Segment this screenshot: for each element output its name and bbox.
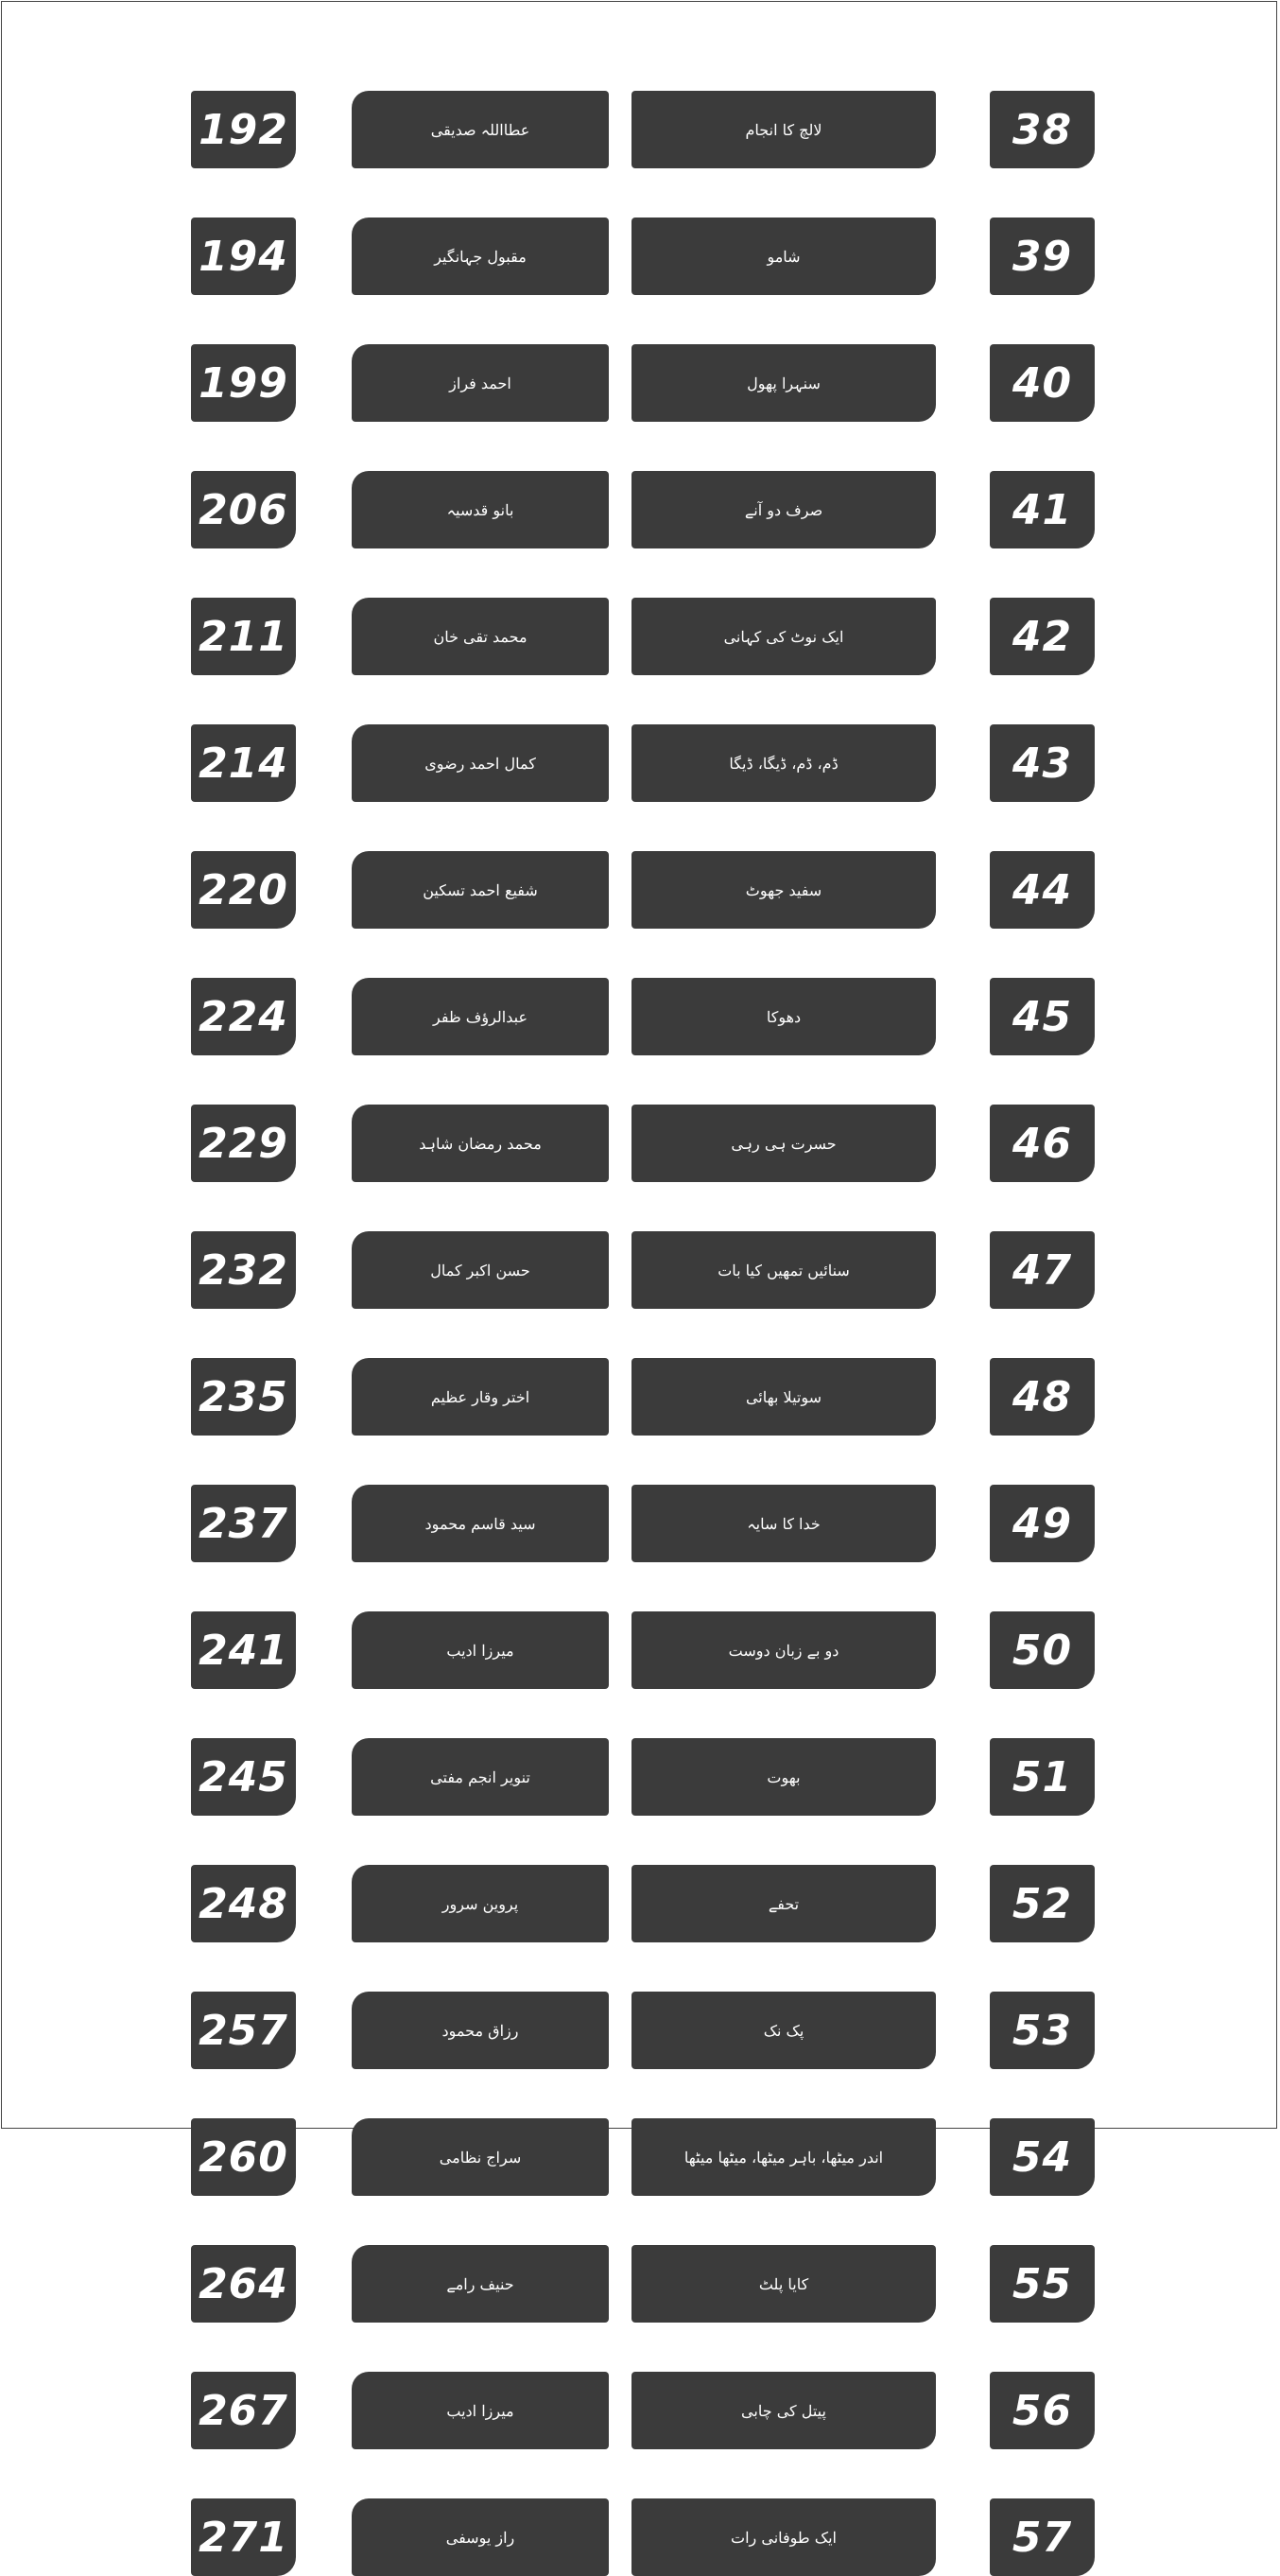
serial-number: 41: [990, 471, 1095, 548]
serial-number: 42: [990, 598, 1095, 675]
toc-row: [0, 1611, 1280, 1689]
toc-row: [0, 978, 1280, 1055]
toc-row: [0, 2118, 1280, 2196]
story-title: ایک نوٹ کی کہانی: [631, 598, 936, 675]
serial-number: 50: [990, 1611, 1095, 1689]
author-name: میرزا ادیب: [352, 1611, 609, 1689]
toc-row: [0, 91, 1280, 168]
page-number: 271: [191, 2498, 296, 2576]
story-title: دھوکا: [631, 978, 936, 1055]
serial-number: 46: [990, 1105, 1095, 1182]
serial-number: 56: [990, 2372, 1095, 2449]
serial-number: 44: [990, 851, 1095, 929]
toc-row: [0, 598, 1280, 675]
toc-row: [0, 2245, 1280, 2323]
serial-number: 45: [990, 978, 1095, 1055]
story-title: بھوت: [631, 1738, 936, 1816]
author-name: اختر وقار عظیم: [352, 1358, 609, 1436]
author-name: عطااللہ صدیقی: [352, 91, 609, 168]
page-number: 264: [191, 2245, 296, 2323]
toc-row: [0, 1105, 1280, 1182]
toc-row: [0, 1231, 1280, 1309]
story-title: سفید جھوٹ: [631, 851, 936, 929]
page-number: 192: [191, 91, 296, 168]
page-number: 257: [191, 1992, 296, 2069]
story-title: اندر میٹھا، باہر میٹھا، میٹھا میٹھا: [631, 2118, 936, 2196]
story-title: شامو: [631, 218, 936, 295]
toc-row: [0, 471, 1280, 548]
serial-number: 54: [990, 2118, 1095, 2196]
page-number: 241: [191, 1611, 296, 1689]
author-name: سراج نظامی: [352, 2118, 609, 2196]
page-number: 235: [191, 1358, 296, 1436]
author-name: محمد رمضان شاہد: [352, 1105, 609, 1182]
page-number: 214: [191, 724, 296, 802]
serial-number: 49: [990, 1485, 1095, 1562]
story-title: دو بے زبان دوست: [631, 1611, 936, 1689]
author-name: حسن اکبر کمال: [352, 1231, 609, 1309]
story-title: حسرت ہی رہی: [631, 1105, 936, 1182]
serial-number: 48: [990, 1358, 1095, 1436]
story-title: سنائیں تمھیں کیا بات: [631, 1231, 936, 1309]
serial-number: 39: [990, 218, 1095, 295]
serial-number: 51: [990, 1738, 1095, 1816]
page-number: 237: [191, 1485, 296, 1562]
author-name: کمال احمد رضوی: [352, 724, 609, 802]
page-number: 211: [191, 598, 296, 675]
story-title: پک نک: [631, 1992, 936, 2069]
page-number: 199: [191, 344, 296, 422]
author-name: سید قاسم محمود: [352, 1485, 609, 1562]
toc-row: [0, 2498, 1280, 2576]
story-title: ایک طوفانی رات: [631, 2498, 936, 2576]
story-title: لالچ کا انجام: [631, 91, 936, 168]
page-number: 245: [191, 1738, 296, 1816]
story-title: سوتیلا بھائی: [631, 1358, 936, 1436]
serial-number: 40: [990, 344, 1095, 422]
toc-row: [0, 2372, 1280, 2449]
author-name: شفیع احمد تسکین: [352, 851, 609, 929]
serial-number: 38: [990, 91, 1095, 168]
author-name: تنویر انجم مفتی: [352, 1738, 609, 1816]
serial-number: 52: [990, 1865, 1095, 1942]
toc-row: [0, 1865, 1280, 1942]
story-title: خدا کا سایہ: [631, 1485, 936, 1562]
page-number: 267: [191, 2372, 296, 2449]
page-number: 194: [191, 218, 296, 295]
author-name: مقبول جہانگیر: [352, 218, 609, 295]
story-title: پیتل کی چابی: [631, 2372, 936, 2449]
toc-row: [0, 724, 1280, 802]
story-title: ڈم، ڈم، ڈیگا، ڈیگا: [631, 724, 936, 802]
author-name: عبدالرؤف ظفر: [352, 978, 609, 1055]
story-title: سنہرا پھول: [631, 344, 936, 422]
serial-number: 55: [990, 2245, 1095, 2323]
author-name: راز یوسفی: [352, 2498, 609, 2576]
story-title: صرف دو آنے: [631, 471, 936, 548]
author-name: پروین سرور: [352, 1865, 609, 1942]
page-number: 224: [191, 978, 296, 1055]
page-number: 220: [191, 851, 296, 929]
author-name: بانو قدسیہ: [352, 471, 609, 548]
page-number: 260: [191, 2118, 296, 2196]
page-number: 248: [191, 1865, 296, 1942]
page-number: 206: [191, 471, 296, 548]
toc-row: [0, 218, 1280, 295]
serial-number: 57: [990, 2498, 1095, 2576]
author-name: محمد تقی خان: [352, 598, 609, 675]
author-name: حنیف رامے: [352, 2245, 609, 2323]
toc-row: [0, 1358, 1280, 1436]
toc-row: [0, 851, 1280, 929]
toc-row: [0, 1992, 1280, 2069]
author-name: رزاق محمود: [352, 1992, 609, 2069]
author-name: میرزا ادیب: [352, 2372, 609, 2449]
toc-row: [0, 344, 1280, 422]
toc-row: [0, 1738, 1280, 1816]
story-title: تحفے: [631, 1865, 936, 1942]
serial-number: 43: [990, 724, 1095, 802]
page-number: 229: [191, 1105, 296, 1182]
toc-row: [0, 1485, 1280, 1562]
story-title: کایا پلٹ: [631, 2245, 936, 2323]
author-name: احمد فراز: [352, 344, 609, 422]
serial-number: 53: [990, 1992, 1095, 2069]
serial-number: 47: [990, 1231, 1095, 1309]
page-number: 232: [191, 1231, 296, 1309]
